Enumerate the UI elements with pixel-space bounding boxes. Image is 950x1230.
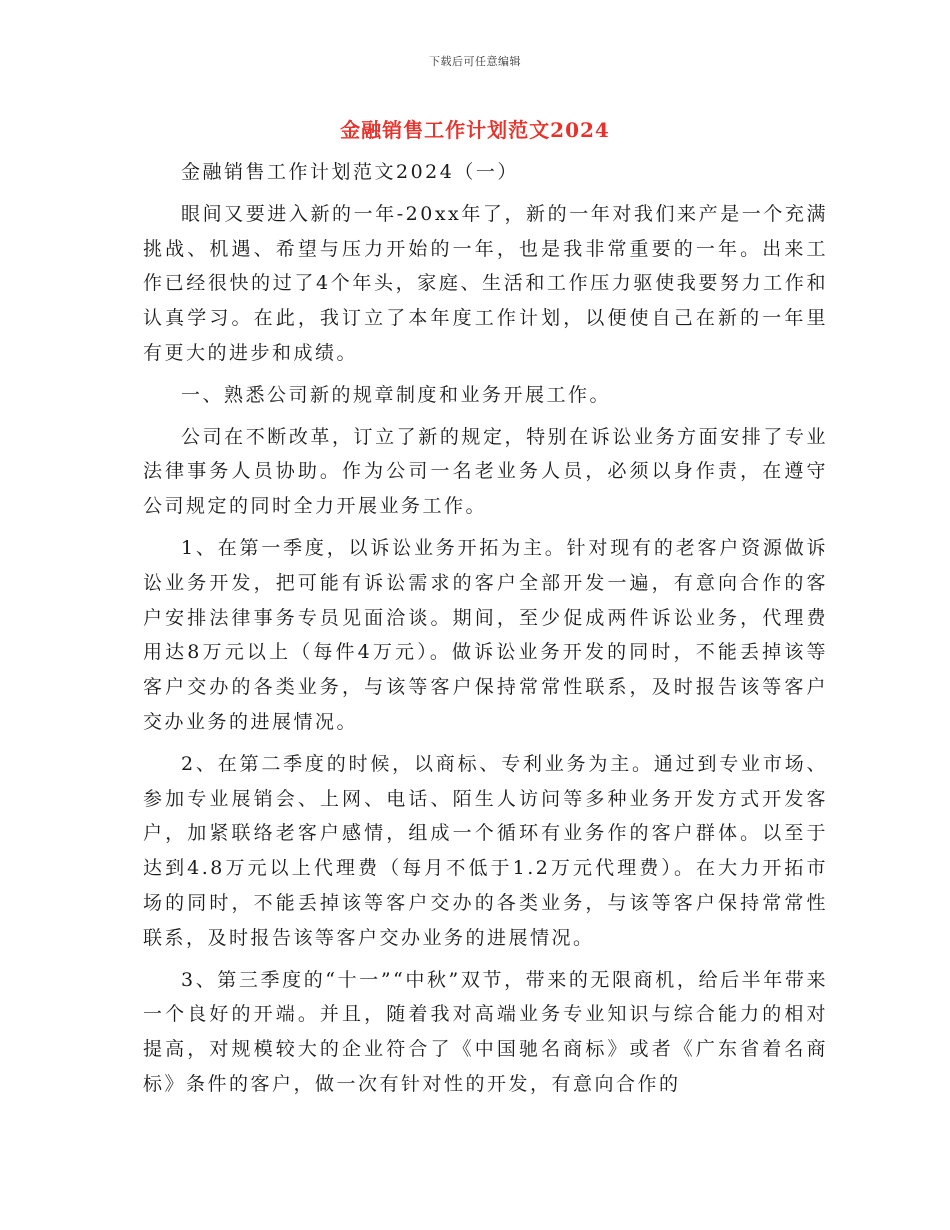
body-paragraph: 1、在第一季度，以诉讼业务开拓为主。针对现有的老客户资源做诉讼业务开发，把可能有诉讼需求的客户全部开发一遍，有意向合作的客户安排法律事务专员见面洽谈。期间，至少促成两件诉讼业务，代理费用达8万元以上（每件4万元）。做诉讼业务开发的同时，不能丢掉该等客户交办的各类业务，与该等客户保持常常性联系，及时报告该等客户交办业务的进展情况。 [143, 536, 828, 733]
body-paragraph: 3、第三季度的“十一”“中秋”双节，带来的无限商机，给后半年带来一个良好的开端。并且，随着我对高端业务专业知识与综合能力的相对提高，对规模较大的企业符合了《中国驰名商标》或者《广东省着名商标》条件的客户，做一次有针对性的开发，有意向合作的 [143, 968, 828, 1095]
body-paragraph: 2、在第二季度的时候，以商标、专利业务为主。通过到专业市场、参加专业展销会、上网、电话、陌生人访问等多种业务开发方式开发客户，加紧联络老客户感情，组成一个循环有业务作的客户群体。以至于达到4.8万元以上代理费（每月不低于1.2万元代理费）。在大力开拓市场的同时，不能丢掉该等客户交办的各类业务，与该等客户保持常常性联系，及时报告该等客户交办业务的进展情况。 [143, 752, 828, 949]
document-body [143, 155, 828, 1109]
header-note: 下载后可任意编辑 [429, 55, 521, 68]
body-paragraph: 公司在不断改革，订立了新的规定，特别在诉讼业务方面安排了专业法律事务人员协助。作为公司一名老业务人员，必须以身作责，在遵守公司规定的同时全力开展业务工作。 [143, 425, 828, 518]
document-title: 金融销售工作计划范文2024 [340, 118, 610, 142]
body-paragraph: 眼间又要进入新的一年-20xx年了，新的一年对我们来产是一个充满挑战、机遇、希望与压力开始的一年，也是我非常重要的一年。出来工作已经很快的过了4个年头，家庭、生活和工作压力驱使我要努力工作和认真学习。在此，我订立了本年度工作计划，以便使自己在新的一年里有更大的进步和成绩。 [143, 202, 828, 364]
section-heading: 一、熟悉公司新的规章制度和业务开展工作。 [181, 383, 612, 406]
subtitle-paragraph: 金融销售工作计划范文2024（一） [181, 161, 519, 183]
